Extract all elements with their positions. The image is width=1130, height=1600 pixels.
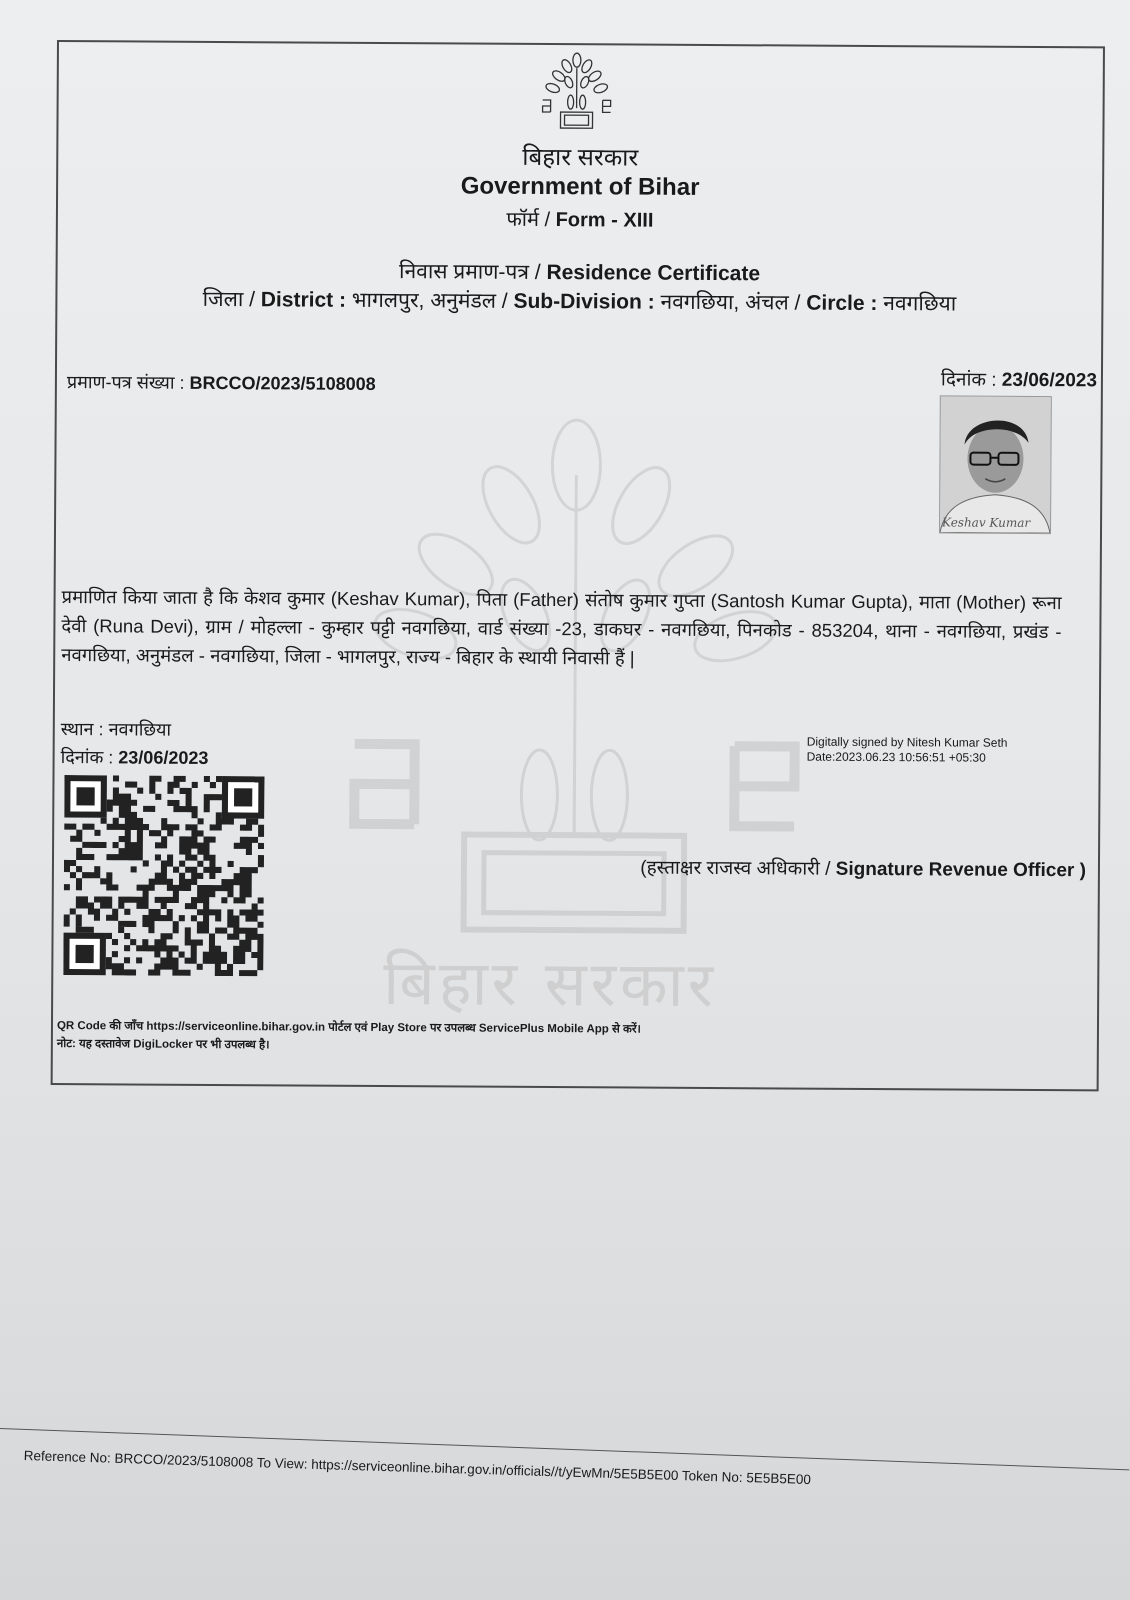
digital-signature: Digitally signed by Nitesh Kumar Seth Date:2023.06.23 10:56:51 +05:30: [806, 734, 1008, 765]
district-line: जिला / District : भागलपुर, अनुमंडल / Sub-Division : नवगछिया, अंचल / Circle : नवगछिया: [202, 287, 957, 316]
header-title-english: Government of Bihar: [460, 172, 700, 201]
certificate-card: [51, 40, 1105, 1091]
certificate-number: प्रमाण-पत्र संख्या : BRCCO/2023/5108008: [66, 372, 376, 394]
header-title-hindi: बिहार सरकार: [522, 143, 639, 172]
signature-label: (हस्ताक्षर राजस्व अधिकारी / Signature Revenue Officer ): [640, 857, 1087, 882]
watermark-text: बिहार सरकार: [383, 946, 718, 1022]
reference-line: Reference No: BRCCO/2023/5108008 To View: https://serviceonline.bihar.gov.in/officials//t/yEwMn/5E5B5E00 Token No: 5E5B5E00: [23, 1448, 812, 1488]
footnote: QR Code की जाँच https://serviceonline.bihar.gov.in पोर्टल एवं Play Store पर उपलब्ध ServicePlus Mobile App से करें। नोट: यह दस्तावेज DigiLocker पर भी उपलब्ध है।: [56, 1020, 641, 1052]
photo-signature: Keshav Kumar: [942, 515, 1031, 530]
bihar-emblem-icon: [536, 50, 617, 134]
certificate-title: निवास प्रमाण-पत्र / Residence Certificate: [399, 260, 761, 286]
certificate-body: प्रमाणित किया जाता है कि केशव कुमार (Keshav Kumar), पिता (Father) संतोष कुमार गुप्ता (Santosh Kumar Gupta), माता (Mother) रूना देवी (Runa Devi), ग्राम / मोहल्ला - कुम्हार पट्टी नवगछिया, वार्ड संख्या -23, डाकघर - नवगछिया, पिनकोड - 853204, थाना - नवगछिया, प्रखंड - नवगछिया, अनुमंडल - नवगछिया, जिला - भागलपुर, राज्य - बिहार के स्थायी निवासी हैं |: [61, 586, 1062, 669]
form-number: फॉर्म / Form - XIII: [506, 208, 654, 232]
place-date-line: दिनांक : 23/06/2023: [60, 747, 209, 768]
person-photo-icon: [940, 396, 1051, 533]
certificate-date: दिनांक : 23/06/2023: [940, 369, 1098, 392]
place-line: स्थान : नवगछिया: [60, 719, 172, 740]
applicant-photo: [939, 395, 1052, 534]
qr-code-icon: [63, 775, 264, 976]
